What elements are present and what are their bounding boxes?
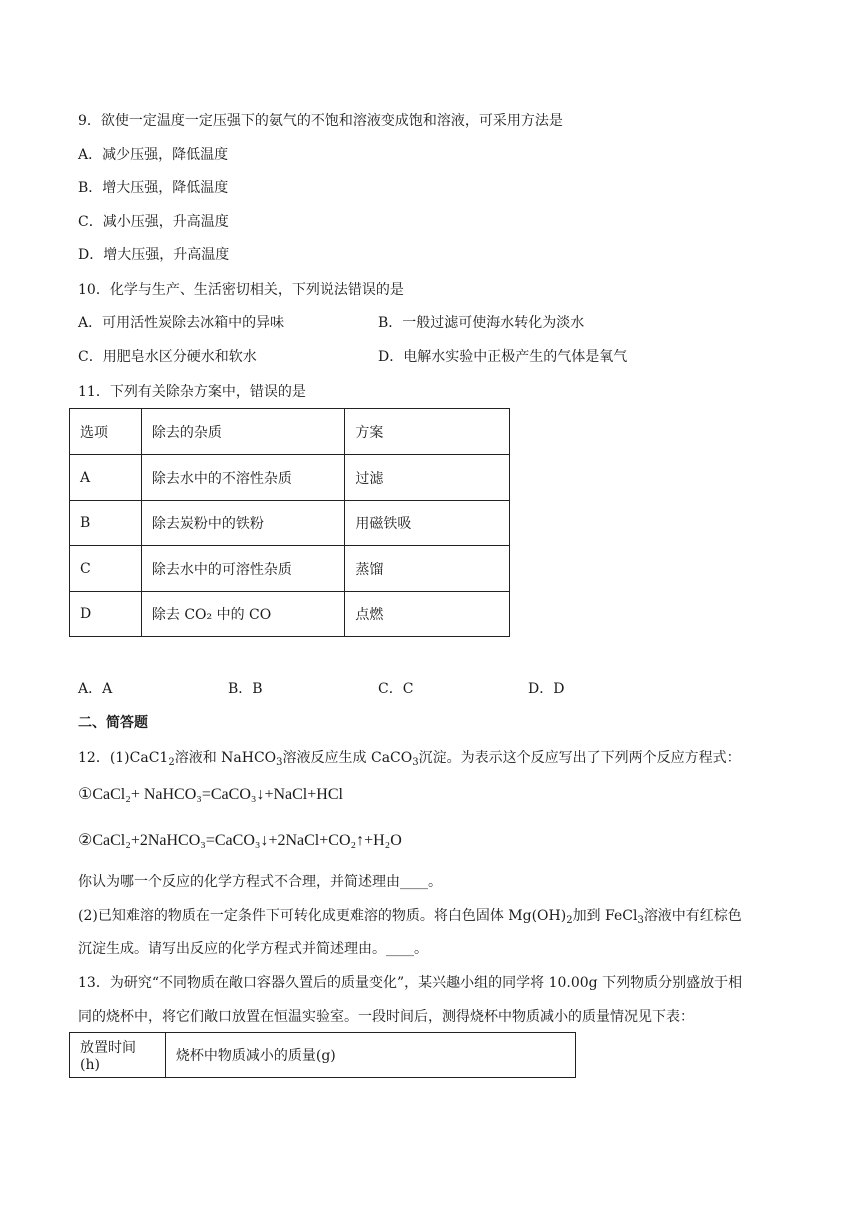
q11-table: [69, 408, 510, 637]
q13-line-1: 13．为研究“不同物质在敞口容器久置后的质量变化”，某兴趣小组的同学将 10.00g 下列物质分别盛放于相: [78, 975, 743, 991]
table-cell: 除去水中的不溶性杂质: [141, 455, 345, 501]
table-cell: C: [70, 546, 142, 592]
q11-stem: 11．下列有关除杂方案中，错误的是: [78, 384, 306, 400]
q10-option-d: D．电解水实验中正极产生的气体是氧气: [378, 349, 628, 365]
table-header-cell: 除去的杂质: [141, 409, 345, 455]
q12-part1-text: 溶液和 NaHCO: [174, 750, 277, 766]
table-cell: D: [70, 592, 142, 637]
q10-option-c: C．用肥皂水区分硬水和软水: [78, 349, 257, 365]
table-row: [70, 592, 510, 637]
table-header-cell: 方案: [345, 409, 510, 455]
table-header-row: [70, 1033, 576, 1078]
q12-part2-text: 加到 FeCl: [572, 908, 638, 924]
table-header-cell: 烧杯中物质减小的质量(g): [165, 1033, 575, 1078]
table-cell: 除去水中的可溶性杂质: [141, 546, 345, 592]
q12-part1-text: 沉淀。为表示这个反应写出了下列两个反应方程式：: [418, 750, 741, 766]
subscript: 3: [276, 757, 283, 768]
table-row: [70, 501, 510, 546]
subscript: 3: [412, 757, 419, 768]
subscript: 2: [168, 757, 175, 768]
table-cell: 用磁铁吸: [345, 501, 510, 546]
q11-option-d: D．D: [528, 681, 565, 697]
table-cell: 除去炭粉中的铁粉: [141, 501, 345, 546]
subscript: 2: [566, 915, 573, 926]
q13-table: [69, 1032, 576, 1078]
q9-stem: 9．欲使一定温度一定压强下的氨气的不饱和溶液变成饱和溶液，可采用方法是: [78, 113, 563, 129]
table-header-cell: 选项: [70, 409, 142, 455]
q9-option-d: D．增大压强，升高温度: [78, 247, 230, 263]
q12-part1-text: 溶液反应生成 CaCO: [282, 750, 413, 766]
table-row: [70, 455, 510, 501]
q12-part2-text: 溶液中有红棕色: [643, 908, 742, 924]
q12-equation-1: ①CaCl₂+ NaHCO₃=CaCO₃↓+NaCl+HCl: [78, 786, 343, 803]
q9-option-c: C．减小压强，升高温度: [78, 214, 229, 230]
q9-option-a: A．减少压强，降低温度: [78, 147, 229, 163]
q12-part1: [78, 748, 741, 768]
table-cell: 过滤: [345, 455, 510, 501]
table-cell: 点燃: [345, 592, 510, 637]
table-cell: 蒸馏: [345, 546, 510, 592]
table-row: [70, 546, 510, 592]
q10-option-b: B．一般过滤可使海水转化为淡水: [378, 315, 585, 331]
q9-option-b: B．增大压强，降低温度: [78, 180, 229, 196]
q11-option-a: A．A: [78, 681, 113, 697]
q11-option-c: C．C: [378, 681, 414, 697]
table-header-row: [70, 409, 510, 455]
table-cell: A: [70, 455, 142, 501]
q10-option-a: A．可用活性炭除去冰箱中的异味: [78, 315, 285, 331]
q10-stem: 10．化学与生产、生活密切相关，下列说法错误的是: [78, 282, 404, 298]
table-cell: 除去 CO₂ 中的 CO: [141, 592, 345, 637]
q12-part2: [78, 906, 742, 926]
table-header-cell: 放置时间(h): [70, 1033, 166, 1078]
q12-equation-2: ②CaCl₂+2NaHCO₃=CaCO₃↓+2NaCl+CO₂↑+H₂O: [78, 832, 402, 849]
table-cell: B: [70, 501, 142, 546]
subscript: 3: [637, 915, 644, 926]
q12-part2-line2: 沉淀生成。请写出反应的化学方程式并简述理由。____。: [78, 941, 428, 957]
q11-option-b: B．B: [228, 681, 263, 697]
q12-part2-text: (2)已知难溶的物质在一定条件下可转化成更难溶的物质。将白色固体 Mg(OH): [78, 908, 567, 924]
q13-line-2: 同的烧杯中，将它们敞口放置在恒温实验室。一段时间后，测得烧杯中物质减小的质量情况见下表：: [78, 1009, 694, 1025]
q12-question-1: 你认为哪一个反应的化学方程式不合理，并简述理由____。: [78, 874, 442, 890]
q12-part1-text: 12．(1)CaC1: [78, 750, 169, 766]
section-heading: 二、简答题: [78, 715, 148, 731]
